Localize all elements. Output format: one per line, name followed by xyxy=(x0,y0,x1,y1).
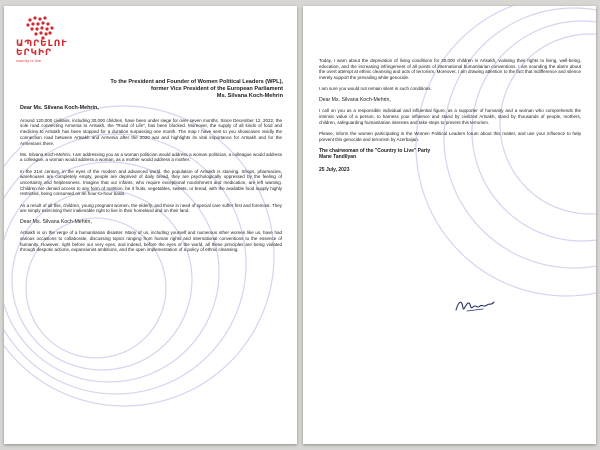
addressee-line: To the President and Founder of Women Political Leaders (WPL), xyxy=(110,79,283,85)
logo-text-line2: ԵՐԿԻՐ xyxy=(16,48,52,58)
addressee-line: Ms. Silvana Koch-Mehrin xyxy=(216,93,283,100)
letter-paragraph: Around 120,000 civilians, including 30,000 children, have been under siege for over seven months. Since December 12, 2022, the sole road connecting Armenia to Artsakh, the "Road of Life", has been blocked. Moreover, the supply of all kinds of food and medicine to Artsakh has been stopped for a duration surpassing one month. The map I have sent to you showcases vividly the connection road between Artsakh and Armenia after the 2020 war and highlights its vital importance for Artsakh and for the Armenians there. xyxy=(20,117,282,146)
party-logo xyxy=(16,14,68,63)
letter-date: 25 July, 2023 xyxy=(319,166,350,173)
logo-text-line1: ԱՊՐԵԼՈՒ xyxy=(16,39,68,49)
signatory-name: Mane Tandilyan xyxy=(319,154,357,161)
letter-paragraph: I call on you as a responsible individual and influential figure, as a supporter of humanity and a woman who comprehends the intrinsic value of a person, to harness your influence and stand by civilized Artsakh, stand by thousands of people, mothers, children, safeguarding humanitarian interests and take steps to prevent this terrorism. xyxy=(319,108,581,125)
letter-page-1 xyxy=(4,6,297,444)
salutation: Dear Ms. Silvana Koch-Mehrin, xyxy=(20,218,92,225)
letter-paragraph: As a result of all this, children, young pregnant women, the elderly, and those in need of special care suffer first and foremost. They are simply exercising their inalienable right to live in their homeland and on their land. xyxy=(20,202,282,214)
letter-body-right xyxy=(319,58,581,173)
logo-map-icon xyxy=(22,14,56,40)
letter-paragraph: I am sure you would not remain silent in such conditions. xyxy=(319,86,432,92)
signatory-title: The chairwoman of the "Country to Live" Party xyxy=(319,147,431,154)
letter-page-2 xyxy=(303,6,596,444)
logo-tagline: country to live xyxy=(16,59,42,63)
letter-paragraph: In the 21st century, in the eyes of the modern and advanced world, the population of Artsakh is starving. Shops, pharmacies, warehouses are completely empty, people are deprived of daily bread, they are psychologically oppressed by the feeling of uncertainty and helplessness. Imagine that our infants, who require exceptional nourishment and medication, are left wanting. Children are denied access to any form of nutrition, be it fruits, vegetables, sweets, or bread, with the available food supply highly restricted, being consumed on an hour-to-hour basis. xyxy=(20,168,282,197)
signature-block xyxy=(319,148,581,174)
letter-paragraph: Today, I warn about the deprivation of living conditions for 30,000 children in Artsakh, violating their rights to living, well-being, education, and the increasing infringement of all points of international humanitarian conventions. I am sounding the alarm about the overt attempt at ethnic cleansing and acts of terrorism. Moreover, I am drawing attention to the fact that indifference and silence merely support the prevailing white genocide. xyxy=(319,58,581,81)
letter-paragraph: Ms. Silvana Koch-Mehrin, I am addressing you as a woman politician would address a woman politician, a colleague would address a colleague, a woman would address a woman, as a mother would address a mother. xyxy=(20,151,282,163)
letter-paragraph: Artsakh is on the verge of a humanitarian disaster. Many of us, including yourself and numerous other women like us, have had various occasions to collaborate, discussing topics ranging from human rights and international conventions to the essence of humanity. However, right before our very eyes, and indeed, before the eyes of the world, all these principles are being violated through despotic actions, expansionist ambitions, and the open implementation of a policy of ethnic cleansing. xyxy=(20,230,282,253)
salutation: Dear Ms. Silvana Koch-Mehrin, xyxy=(20,105,99,111)
addressee-block xyxy=(43,79,283,101)
letter-paragraph: Please, inform the women participating in the Women Political Leaders forum about this matter, and use your influence to help prevent this genocide and terrorism by Azerbaijan. xyxy=(319,130,581,142)
handwritten-signature-icon xyxy=(453,297,497,315)
salutation: Dear Ms. Silvana Koch-Mehrin, xyxy=(319,96,391,103)
letter-body-left xyxy=(20,106,282,259)
addressee-line: former Vice President of the European Parliament xyxy=(150,86,283,93)
